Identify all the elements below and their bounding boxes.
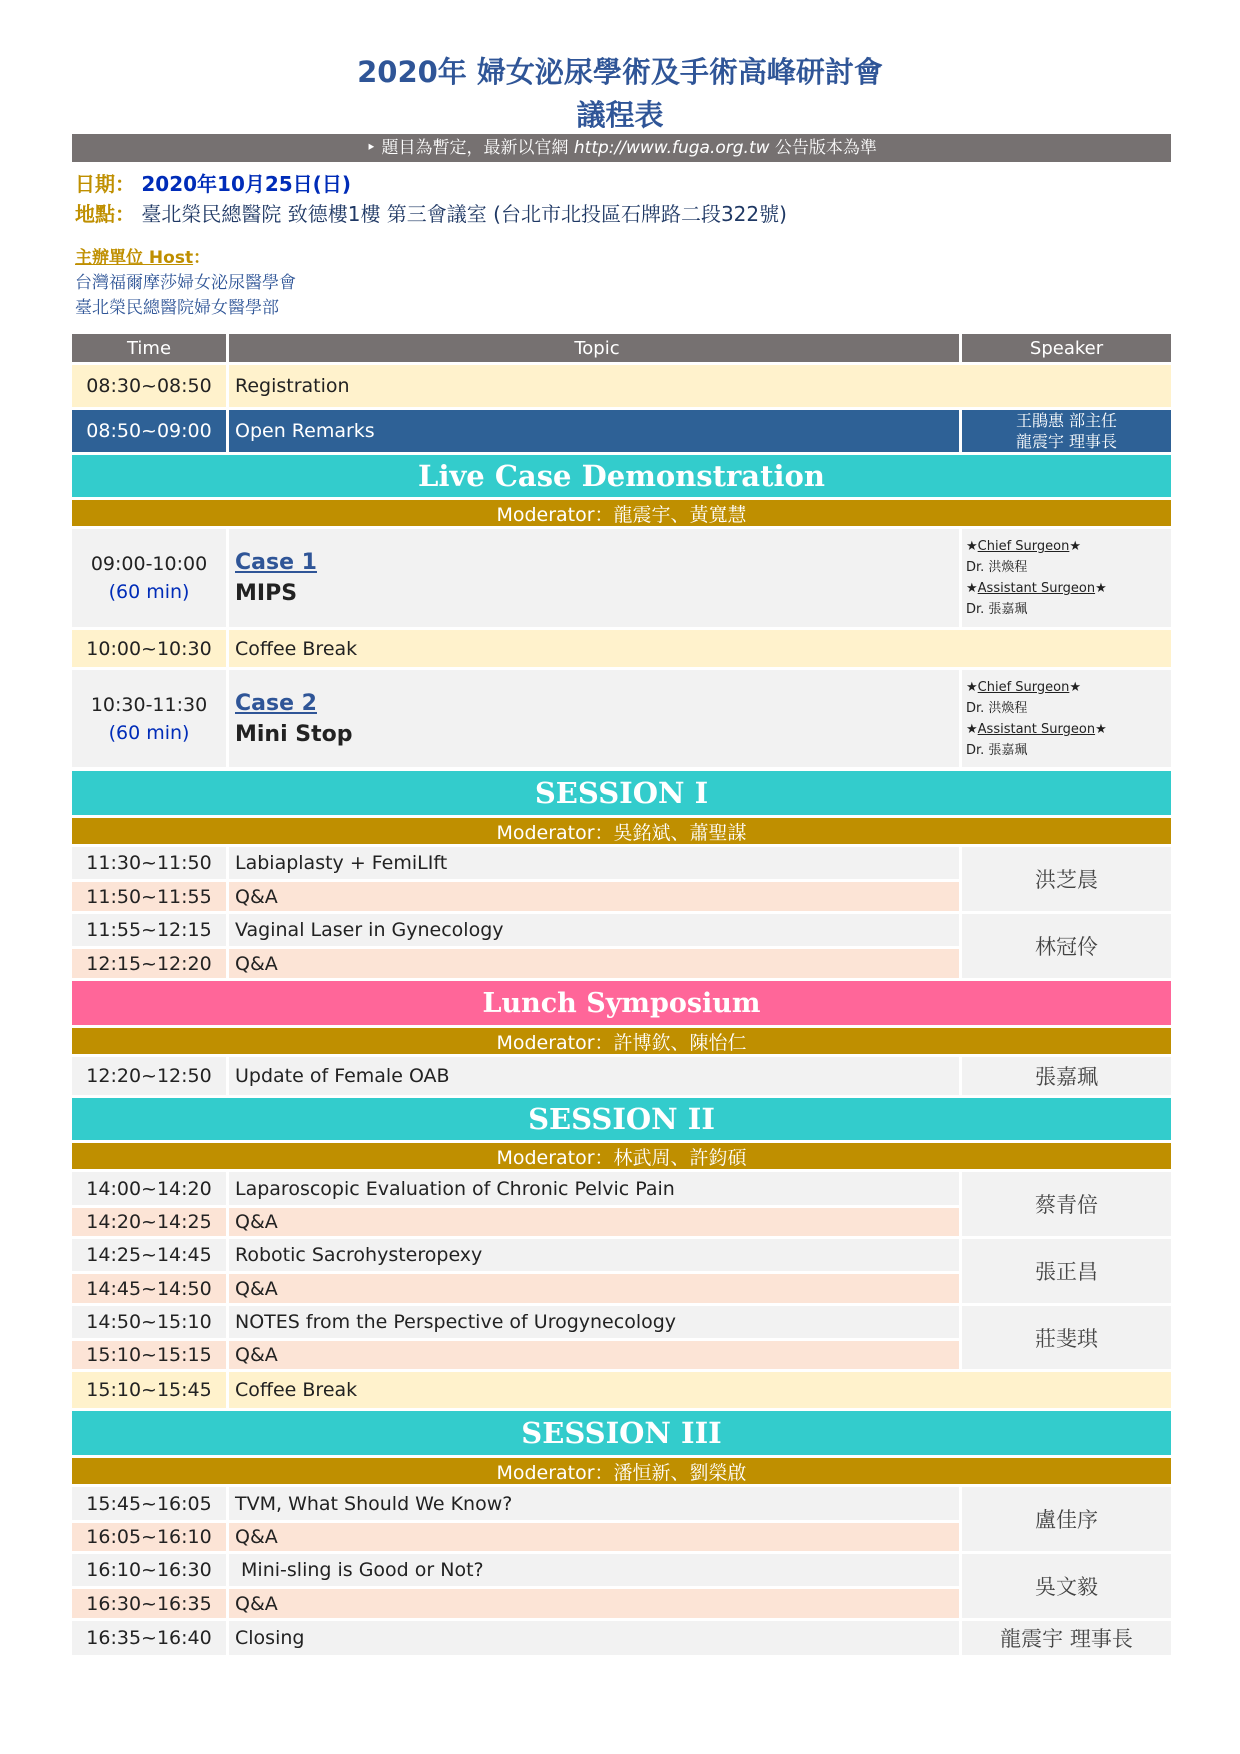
- moderator-bar: Moderator：龍震宇、黃寬慧: [72, 500, 1171, 526]
- notice-prefix: ‣ 題目為暫定，最新以官網: [366, 138, 574, 158]
- host-line-2: 臺北榮民總醫院婦女醫學部: [75, 298, 279, 318]
- header-topic: Topic: [229, 334, 959, 362]
- surgeon-list: [962, 529, 1171, 627]
- assistant-surgeon-label: ★Assistant Surgeon★: [966, 581, 1107, 596]
- row-time: 08:50~09:00: [72, 410, 226, 452]
- case-title[interactable]: Case 1: [235, 550, 317, 575]
- table-row: [72, 410, 1171, 452]
- notice-suffix: 公告版本為準: [769, 138, 877, 158]
- table-row: [72, 1372, 1171, 1408]
- row-time: 11:50~11:55: [72, 882, 226, 911]
- chief-surgeon: Dr. 洪煥程: [966, 560, 1028, 575]
- band-session-2: SESSION II: [72, 1098, 1171, 1140]
- row-time: 16:10~16:30: [72, 1554, 226, 1586]
- row-topic: Coffee Break: [229, 630, 1171, 667]
- row-time: 11:30~11:50: [72, 847, 226, 879]
- row-topic: Q&A: [229, 882, 959, 911]
- duration: (60 min): [108, 581, 190, 603]
- row-topic: Vaginal Laser in Gynecology: [229, 914, 959, 946]
- band-lunch-symposium: Lunch Symposium: [72, 981, 1171, 1025]
- case-subtitle: Mini Stop: [235, 721, 353, 747]
- row-topic: Closing: [229, 1621, 959, 1655]
- assistant-surgeon-label: ★Assistant Surgeon★: [966, 721, 1107, 737]
- speaker-cell: 林冠伶: [962, 914, 1171, 978]
- speaker-name: 王鵑惠 部主任: [1015, 411, 1118, 430]
- host-line-1: 台灣福爾摩莎婦女泌尿醫學會: [75, 273, 296, 293]
- row-time: 16:30~16:35: [72, 1589, 226, 1618]
- row-time: 11:55~12:15: [72, 914, 226, 946]
- date-line: [75, 168, 351, 197]
- row-time: 10:30-11:30 (60 min): [72, 670, 226, 767]
- table-row-case-1: [72, 529, 1171, 627]
- table-row-case-2: [72, 670, 1171, 767]
- moderator-bar: Moderator：林武周、許鈞碩: [72, 1143, 1171, 1169]
- band-session-3: SESSION III: [72, 1411, 1171, 1455]
- row-topic: Q&A: [229, 1341, 959, 1369]
- notice-url[interactable]: http://www.fuga.org.tw: [573, 138, 770, 158]
- speaker-cell: 龍震宇 理事長: [962, 1621, 1171, 1655]
- date-value: 2020年10月25日(日): [141, 172, 351, 196]
- surgeon-list: [962, 670, 1171, 767]
- table-header: [72, 334, 1171, 362]
- assistant-surgeon: Dr. 張嘉珮: [966, 742, 1028, 758]
- row-time: 12:20~12:50: [72, 1057, 226, 1095]
- header-time: Time: [72, 334, 226, 362]
- notice-bar: [72, 134, 1171, 162]
- row-time: 09:00-10:00 (60 min): [72, 529, 226, 627]
- moderator-bar: Moderator：許博欽、陳怡仁: [72, 1028, 1171, 1054]
- chief-surgeon-label: ★Chief Surgeon★: [966, 679, 1081, 695]
- page-subtitle: 議程表: [576, 98, 664, 132]
- host-label: 主辦單位 Host：: [75, 248, 211, 268]
- row-time: 14:20~14:25: [72, 1208, 226, 1236]
- row-topic: [229, 670, 959, 767]
- row-topic: NOTES from the Perspective of Urogynecology: [229, 1306, 959, 1338]
- row-speaker: [962, 410, 1171, 452]
- case-title[interactable]: Case 2: [235, 690, 317, 716]
- location-label: 地點：: [75, 202, 135, 226]
- band-session-1: SESSION I: [72, 771, 1171, 815]
- speaker-cell: 莊斐琪: [962, 1306, 1171, 1369]
- assistant-surgeon: Dr. 張嘉珮: [966, 602, 1028, 617]
- row-time: 14:45~14:50: [72, 1274, 226, 1303]
- row-topic: Q&A: [229, 1589, 959, 1618]
- row-topic: Laparoscopic Evaluation of Chronic Pelvic Pain: [229, 1172, 959, 1205]
- speaker-cell: 張嘉珮: [962, 1057, 1171, 1095]
- row-topic: Coffee Break: [229, 1372, 1171, 1408]
- row-time: 15:10~15:45: [72, 1372, 226, 1408]
- row-time: 08:30~08:50: [72, 365, 226, 407]
- date-label: 日期：: [75, 172, 135, 196]
- row-topic: Mini-sling is Good or Not?: [229, 1554, 959, 1586]
- row-time: 15:45~16:05: [72, 1487, 226, 1520]
- band-live-case: Live Case Demonstration: [72, 455, 1171, 497]
- chief-surgeon-label: ★Chief Surgeon★: [966, 539, 1081, 554]
- speaker-name: 龍震宇 理事長: [1015, 432, 1118, 451]
- row-time: 15:10~15:15: [72, 1341, 226, 1369]
- row-time: 14:25~14:45: [72, 1239, 226, 1271]
- row-topic: Q&A: [229, 1523, 959, 1551]
- speaker-cell: 張正昌: [962, 1239, 1171, 1303]
- table-row: [72, 365, 1171, 407]
- row-topic: Update of Female OAB: [229, 1057, 959, 1095]
- row-time: 16:35~16:40: [72, 1621, 226, 1655]
- page-title: 2020年 婦女泌尿學術及手術高峰研討會: [357, 55, 883, 89]
- row-topic: TVM, What Should We Know?: [229, 1487, 959, 1520]
- chief-surgeon: Dr. 洪煥程: [966, 700, 1028, 716]
- row-time: 10:00~10:30: [72, 630, 226, 667]
- row-topic: Q&A: [229, 1208, 959, 1236]
- location-value: 臺北榮民總醫院 致德樓1樓 第三會議室 (台北市北投區石牌路二段322號): [141, 202, 787, 226]
- row-topic: Open Remarks: [229, 410, 959, 452]
- speaker-cell: 洪芝晨: [962, 847, 1171, 911]
- case-subtitle: MIPS: [235, 581, 298, 606]
- speaker-cell: 蔡青倍: [962, 1172, 1171, 1236]
- row-topic: Q&A: [229, 949, 959, 978]
- row-time: 14:50~15:10: [72, 1306, 226, 1338]
- row-topic: [229, 529, 959, 627]
- speaker-cell: 吳文毅: [962, 1554, 1171, 1618]
- row-topic: Labiaplasty + FemiLIft: [229, 847, 959, 879]
- row-topic: Q&A: [229, 1274, 959, 1303]
- row-topic: Registration: [229, 365, 1171, 407]
- table-row: [72, 630, 1171, 667]
- row-topic: Robotic Sacrohysteropexy: [229, 1239, 959, 1271]
- row-time: 16:05~16:10: [72, 1523, 226, 1551]
- row-time: 14:00~14:20: [72, 1172, 226, 1205]
- duration: (60 min): [108, 721, 190, 744]
- location-line: [75, 198, 787, 227]
- speaker-cell: 盧佳序: [962, 1487, 1171, 1551]
- row-time: 12:15~12:20: [72, 949, 226, 978]
- moderator-bar: Moderator：吳銘斌、蕭聖謀: [72, 818, 1171, 844]
- moderator-bar: Moderator：潘恒新、劉榮啟: [72, 1458, 1171, 1484]
- header-speaker: Speaker: [962, 334, 1171, 362]
